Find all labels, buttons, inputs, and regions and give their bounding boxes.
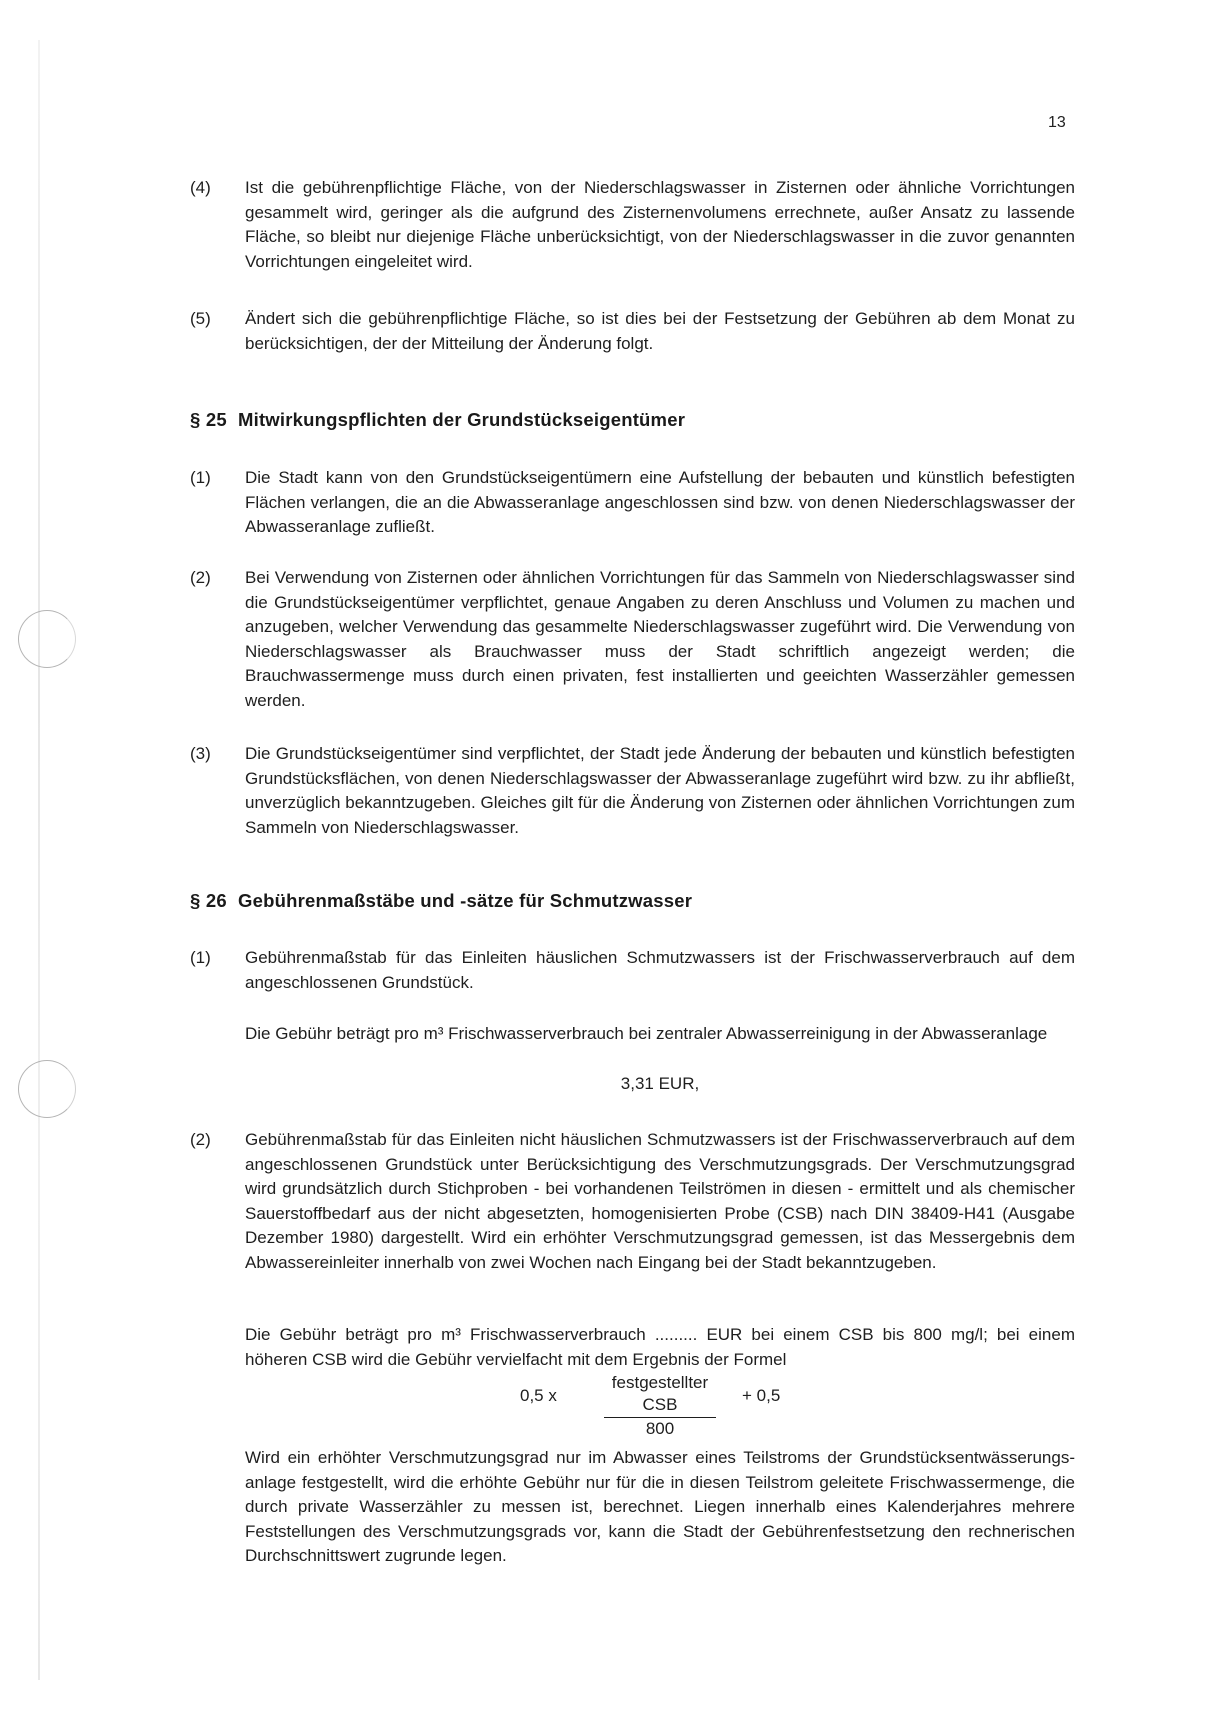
formula-fraction — [604, 1372, 716, 1440]
paragraph-number: (5) — [190, 309, 211, 328]
paragraph-number: (1) — [190, 948, 211, 967]
paragraph-number: (2) — [190, 1130, 211, 1149]
section-heading-26 — [190, 890, 692, 912]
punch-hole-lower — [18, 1060, 76, 1118]
fee-amount: 3,31 EUR, — [620, 1074, 700, 1093]
formula-denominator: 800 — [645, 1419, 675, 1438]
formula-factor: 0,5 x — [520, 1386, 557, 1405]
paragraph-text: Wird ein erhöhter Verschmutzungsgrad nur im Abwasser eines Teilstroms der Grundstücksentwässerungs-anlage festgestellt, wird die erhöhte Gebühr nur für die in diesen Teilstrom geleitete Frischwassermenge, die durch private Wasserzähler zu messen ist, berechnet. Liegen innerhalb eines Kalenderjahres mehrere Feststellungen des Verschmutzungsgrads vor, kann die Stadt der Gebührenfestsetzung den rechnerischen Durchschnittswert zugrunde legen. — [245, 1448, 1075, 1565]
paragraph-text: Gebührenmaßstab für das Einleiten häuslichen Schmutzwassers ist der Frischwasserverbrauch auf dem angeschlossenen Grundstück. — [245, 948, 1075, 992]
fee-sentence: Die Gebühr beträgt pro m³ Frischwasserverbrauch bei zentraler Abwasserreinigung in der Abwasseranlage — [245, 1024, 1048, 1043]
section-number: § 25 — [190, 409, 227, 430]
paragraph-text: Die Grundstückseigentümer sind verpflichtet, der Stadt jede Änderung der bebauten und künstlich befestigten Grundstücksflächen, von denen Niederschlagswasser der Abwasseranlage zugeführt wird bzw. zu ihr abfließt, unverzüglich bekanntzugeben. Gleiches gilt für die Änderung von Zisternen oder ähnlichen Vorrichtungen zum Sammeln von Niederschlagswasser. — [245, 744, 1075, 837]
section-heading-25 — [190, 409, 685, 431]
page-number: 13 — [1048, 114, 1066, 131]
paragraph-text: Ist die gebührenpflichtige Fläche, von der Niederschlagswasser in Zisternen oder ähnliche Vorrichtungen gesammelt wird, geringer als die aufgrund des Zisternenvolumens errechnete, außer Ansatz zu lassende Fläche, so bleibt nur diejenige Fläche unberücksichtigt, von der Niederschlagswasser in die zuvor genannten Vorrichtungen eingeleitet wird. — [245, 178, 1075, 271]
csb-formula — [520, 1372, 820, 1438]
paragraph-number: (1) — [190, 468, 211, 487]
section-number: § 26 — [190, 890, 227, 911]
paragraph-number: (3) — [190, 744, 211, 763]
formula-summand: + 0,5 — [742, 1386, 781, 1405]
paragraph-text: Bei Verwendung von Zisternen oder ähnlichen Vorrichtungen für das Sammeln von Niederschlagswasser sind die Grundstückseigentümer verpflichtet, genaue Angaben zu deren Anschluss und Volumen zu machen und anzugeben, welcher Verwendung das gesammelte Niederschlagswasser zugeführt wird. Die Verwendung von Niederschlagswasser als Brauchwasser muss der Stadt schriftlich angezeigt werden; die Brauchwassermenge muss durch einen privaten, fest installierten und geeichten Wasserzähler gemessen werden. — [245, 568, 1075, 710]
paragraph-number: (2) — [190, 568, 211, 587]
punch-hole-upper — [18, 610, 76, 668]
section-title: Mitwirkungspflichten der Grundstückseigentümer — [238, 409, 686, 430]
paragraph-text: Ändert sich die gebührenpflichtige Fläche, so ist dies bei der Festsetzung der Gebühren ab dem Monat zu berücksichtigen, der der Mitteilung der Änderung folgt. — [245, 309, 1075, 353]
formula-numerator: festgestellter CSB — [604, 1372, 716, 1418]
scan-edge-shadow — [38, 40, 40, 1680]
fee-sentence: Die Gebühr beträgt pro m³ Frischwasserverbrauch ......... EUR bei einem CSB bis 800 mg/l; bei einem höheren CSB wird die Gebühr vervielfacht mit dem Ergebnis der Formel — [245, 1325, 1075, 1369]
section-title: Gebührenmaßstäbe und -sätze für Schmutzwasser — [238, 890, 693, 911]
paragraph-number: (4) — [190, 178, 211, 197]
paragraph-text: Gebührenmaßstab für das Einleiten nicht häuslichen Schmutzwassers ist der Frischwasserverbrauch auf dem angeschlossenen Grundstück unter Berücksichtigung des Verschmutzungsgrads. Der Verschmutzungsgrad wird grundsätzlich durch Stichproben - bei vorhandenen Teilströmen in diesen - ermittelt und als chemischer Sauerstoffbedarf aus der nicht abgesetzten, homogenisierten Probe (CSB) nach DIN 38409-H41 (Ausgabe Dezember 1980) dargestellt. Wird ein erhöhter Verschmutzungsgrad gemessen, ist das Messergebnis dem Abwassereinleiter innerhalb von zwei Wochen nach Eingang bei der Stadt bekanntzugeben. — [245, 1130, 1075, 1272]
paragraph-text: Die Stadt kann von den Grundstückseigentümern eine Aufstellung der bebauten und künstlich befestigten Flächen verlangen, die an die Abwasseranlage angeschlossen sind bzw. von denen Niederschlagswasser der Abwasseranlage zufließt. — [245, 468, 1075, 536]
